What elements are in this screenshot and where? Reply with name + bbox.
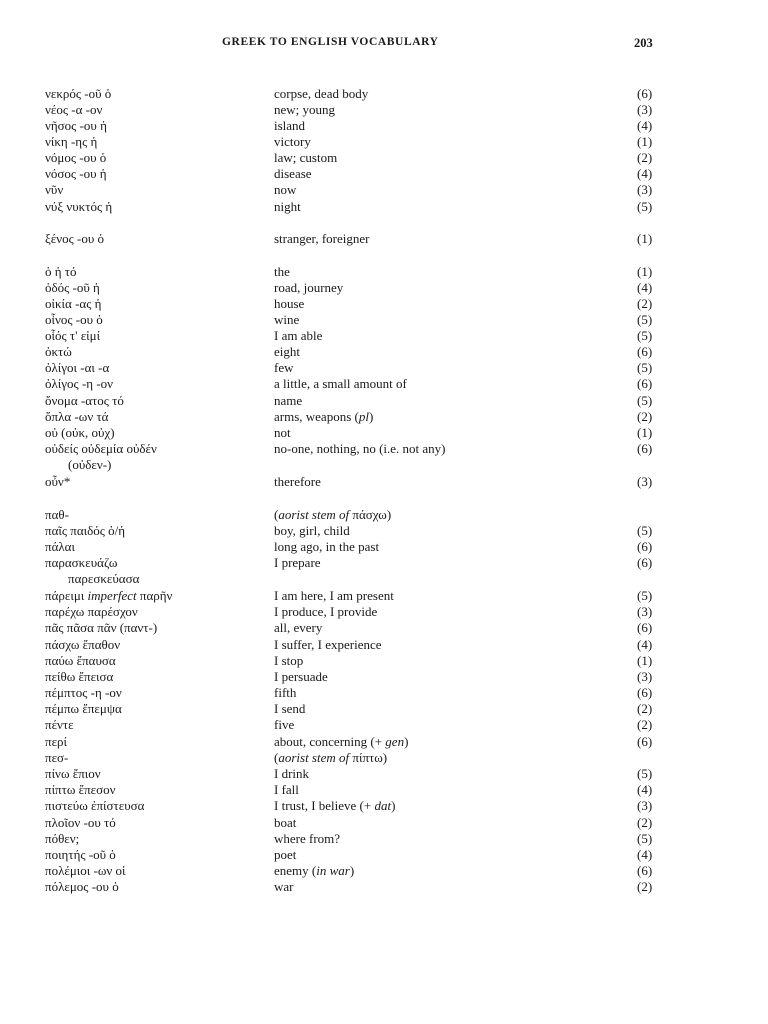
greek-term: περί [45,734,68,749]
chapter-reference: (6) [637,863,653,878]
greek-term: πεσ- [45,750,69,765]
vocab-entry [0,637,768,653]
chapter-reference: (6) [637,86,653,101]
greek-term: ποιητής -οῦ ὁ [45,847,116,862]
english-meaning: where from? [274,831,341,846]
english-meaning: enemy (in war) [274,863,355,878]
vocab-entry [0,507,768,523]
english-meaning: I fall [274,782,299,797]
chapter-reference: (5) [637,831,653,846]
greek-term: πάσχω ἔπαθον [45,637,121,652]
chapter-reference: (5) [637,766,653,781]
english-meaning: now [274,182,297,197]
vocab-entry [0,815,768,831]
vocab-entry [0,118,768,134]
vocab-entry [0,831,768,847]
chapter-reference: (5) [637,588,653,603]
greek-term: παρασκευάζω [45,555,118,570]
english-meaning: stranger, foreigner [274,231,370,246]
chapter-reference: (3) [637,474,653,489]
vocab-entry [0,166,768,182]
english-meaning: arms, weapons (pl) [274,409,374,424]
english-meaning: all, every [274,620,323,635]
page-header [0,36,768,52]
english-meaning: therefore [274,474,321,489]
vocab-entry [0,344,768,360]
greek-term: νύξ νυκτός ἡ [45,199,113,214]
chapter-reference: (6) [637,685,653,700]
greek-term: πίπτω ἔπεσον [45,782,116,797]
greek-term: ὁ ἡ τό [45,264,77,279]
vocab-entry [0,409,768,425]
vocab-entry [0,782,768,798]
vocab-entry [0,376,768,392]
chapter-reference: (3) [637,604,653,619]
english-meaning: I prepare [274,555,321,570]
greek-term: πίνω ἔπιον [45,766,101,781]
greek-term: νέος -α -ον [45,102,103,117]
vocab-entry [0,863,768,879]
english-meaning: fifth [274,685,297,700]
greek-term: πέμπω ἔπεμψα [45,701,122,716]
greek-term: οἶνος -ου ὁ [45,312,103,327]
vocab-entry [0,847,768,863]
chapter-reference: (1) [637,425,653,440]
greek-term: οἰκία -ας ἡ [45,296,102,311]
vocab-entry [0,717,768,733]
english-meaning: war [274,879,294,894]
vocab-entry [0,102,768,118]
vocab-entry [0,280,768,296]
english-meaning: corpse, dead body [274,86,369,101]
greek-term: ὀκτώ [45,344,72,359]
greek-term: νόσος -ου ἡ [45,166,107,181]
greek-term: νεκρός -οῦ ὁ [45,86,112,101]
english-meaning: I produce, I provide [274,604,378,619]
chapter-reference: (1) [637,134,653,149]
chapter-reference: (1) [637,264,653,279]
english-meaning: I am here, I am present [274,588,394,603]
vocab-entry [0,701,768,717]
greek-term: παῖς παιδός ὁ/ἡ [45,523,126,538]
vocab-entry [0,588,768,604]
chapter-reference: (2) [637,717,653,732]
chapter-reference: (5) [637,360,653,375]
greek-term: νόμος -ου ὁ [45,150,107,165]
greek-term: πόλεμος -ου ὁ [45,879,119,894]
greek-term-continuation: παρεσκεύασα [68,571,140,586]
chapter-reference: (3) [637,102,653,117]
greek-term: πείθω ἔπεισα [45,669,114,684]
greek-term: νίκη -ης ἡ [45,134,98,149]
vocab-entry [0,798,768,814]
english-meaning: disease [274,166,312,181]
vocab-entry [0,750,768,766]
chapter-reference: (2) [637,879,653,894]
vocab-entry [0,653,768,669]
english-meaning: not [274,425,291,440]
greek-term: νῦν [45,182,64,197]
vocab-entry [0,360,768,376]
english-meaning: (aorist stem of πίπτω) [274,750,388,765]
vocab-entry [0,734,768,750]
greek-term: πολέμιοι -ων οἱ [45,863,126,878]
english-meaning: few [274,360,294,375]
english-meaning: I suffer, I experience [274,637,382,652]
english-meaning: poet [274,847,297,862]
chapter-reference: (6) [637,344,653,359]
greek-term: ὀλίγος -η -ον [45,376,114,391]
vocab-entry [0,523,768,539]
greek-term: πάλαι [45,539,75,554]
chapter-reference: (1) [637,231,653,246]
chapter-reference: (5) [637,328,653,343]
chapter-reference: (4) [637,637,653,652]
english-meaning: eight [274,344,300,359]
vocab-entry [0,328,768,344]
vocab-entry [0,604,768,620]
english-meaning: I trust, I believe (+ dat) [274,798,396,813]
chapter-reference: (4) [637,280,653,295]
english-meaning: no-one, nothing, no (i.e. not any) [274,441,446,456]
greek-term: οἷός τ' εἰμί [45,328,101,343]
english-meaning: house [274,296,305,311]
chapter-reference: (2) [637,409,653,424]
greek-term: πᾶς πᾶσα πᾶν (παντ-) [45,620,158,635]
vocab-entry [0,441,768,472]
vocab-entry [0,879,768,895]
english-meaning: the [274,264,290,279]
vocab-entry [0,620,768,636]
english-meaning: I send [274,701,306,716]
greek-term: οὖν* [45,474,71,489]
english-meaning: new; young [274,102,336,117]
chapter-reference: (3) [637,669,653,684]
greek-term: ὄνομα -ατος τό [45,393,124,408]
english-meaning: I persuade [274,669,328,684]
greek-term: πέντε [45,717,74,732]
running-title: GREEK TO ENGLISH VOCABULARY [222,36,439,48]
greek-term: οὐδείς οὐδεμία οὐδέν [45,441,157,456]
chapter-reference: (3) [637,798,653,813]
english-meaning: night [274,199,301,214]
vocab-entry [0,134,768,150]
english-meaning: about, concerning (+ gen) [274,734,409,749]
greek-term: ὁδός -οῦ ἡ [45,280,100,295]
greek-term: πάρειμι imperfect παρῆν [45,588,173,603]
english-meaning: I stop [274,653,304,668]
vocab-entry [0,296,768,312]
chapter-reference: (4) [637,166,653,181]
chapter-reference: (4) [637,118,653,133]
vocab-entry [0,264,768,280]
chapter-reference: (6) [637,441,653,456]
vocab-entry [0,199,768,215]
vocab-entry [0,182,768,198]
chapter-reference: (2) [637,815,653,830]
chapter-reference: (4) [637,847,653,862]
vocab-entry [0,150,768,166]
english-meaning: (aorist stem of πάσχω) [274,507,392,522]
chapter-reference: (5) [637,393,653,408]
chapter-reference: (6) [637,734,653,749]
page-number: 203 [634,36,653,50]
chapter-reference: (1) [637,653,653,668]
greek-term: πέμπτος -η -ον [45,685,122,700]
greek-term: οὐ (οὐκ, οὐχ) [45,425,115,440]
greek-term: παθ- [45,507,69,522]
vocab-entry [0,474,768,490]
chapter-reference: (5) [637,312,653,327]
vocab-entry [0,766,768,782]
chapter-reference: (3) [637,182,653,197]
english-meaning: five [274,717,295,732]
vocab-entry [0,231,768,247]
chapter-reference: (5) [637,523,653,538]
english-meaning: boy, girl, child [274,523,350,538]
english-meaning: boat [274,815,297,830]
vocab-entry [0,86,768,102]
english-meaning: victory [274,134,311,149]
greek-term: ξένος -ου ὁ [45,231,105,246]
english-meaning: I am able [274,328,323,343]
english-meaning: law; custom [274,150,338,165]
chapter-reference: (6) [637,555,653,570]
greek-term: παύω ἔπαυσα [45,653,116,668]
chapter-reference: (6) [637,539,653,554]
english-meaning: name [274,393,303,408]
english-meaning: road, journey [274,280,344,295]
chapter-reference: (2) [637,296,653,311]
chapter-reference: (6) [637,376,653,391]
chapter-reference: (4) [637,782,653,797]
greek-term: ὅπλα -ων τά [45,409,109,424]
english-meaning: long ago, in the past [274,539,380,554]
greek-term: πλοῖον -ου τό [45,815,116,830]
greek-term: πιστεύω ἐπίστευσα [45,798,145,813]
chapter-reference: (2) [637,150,653,165]
english-meaning: island [274,118,306,133]
greek-term: πόθεν; [45,831,80,846]
vocab-entry [0,539,768,555]
greek-term: νῆσος -ου ἡ [45,118,107,133]
english-meaning: I drink [274,766,310,781]
vocab-entry [0,669,768,685]
vocab-entry [0,312,768,328]
greek-term-continuation: (οὐδεν-) [68,457,112,472]
greek-term: παρέχω παρέσχον [45,604,138,619]
vocab-entry [0,393,768,409]
english-meaning: wine [274,312,300,327]
greek-term: ὀλίγοι -αι -α [45,360,110,375]
chapter-reference: (5) [637,199,653,214]
chapter-reference: (6) [637,620,653,635]
english-meaning: a little, a small amount of [274,376,407,391]
vocab-entry [0,555,768,586]
chapter-reference: (2) [637,701,653,716]
vocab-entry [0,425,768,441]
vocab-entry [0,685,768,701]
